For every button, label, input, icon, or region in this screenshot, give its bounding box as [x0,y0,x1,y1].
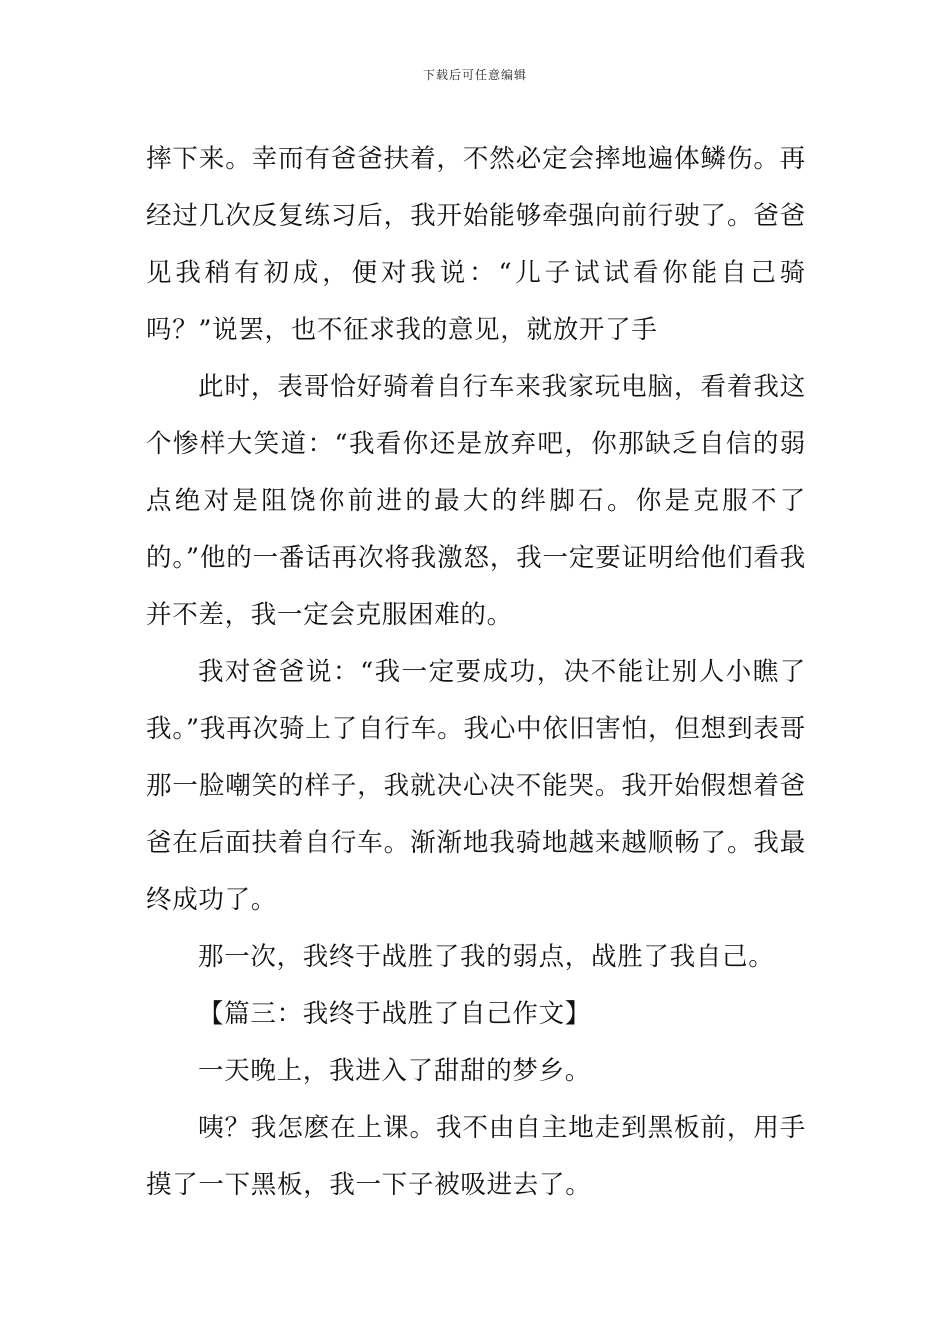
page-header-note: 下载后可任意编辑 [422,68,527,82]
paragraph-classroom: 咦？我怎麽在上课。我不由自主地走到黑板前，用手摸了一下黑板，我一下子被吸进去了。 [146,1113,806,1200]
paragraph-dream: 一天晚上，我进入了甜甜的梦乡。 [198,1056,592,1086]
paragraph-cousin: 此时，表哥恰好骑着自行车来我家玩电脑，看着我这个惨样大笑道：“我看你还是放弃吧，你那缺乏自信的弱点绝对是阻饶你前进的最大的绊脚石。你是克服不了的。”他的一番话再次将我激怒，我一定要证明给他们看我并不差，我一定会克服困难的。 [146,372,806,630]
paragraph-conclusion: 那一次，我终于战胜了我的弱点，战胜了我自己。 [198,942,775,972]
paragraph-success: 我对爸爸说：“我一定要成功，决不能让别人小瞧了我。”我再次骑上了自行车。我心中依旧害怕，但想到表哥那一脸嘲笑的样子，我就决心决不能哭。我开始假想着爸爸在后面扶着自行车。渐渐地我骑地越来越顺畅了。我最终成功了。 [146,657,806,915]
section-heading: 【篇三：我终于战胜了自己作文】 [198,999,592,1029]
paragraph-continuation: 摔下来。幸而有爸爸扶着，不然必定会摔地遍体鳞伤。再经过几次反复练习后，我开始能够牵强向前行驶了。爸爸见我稍有初成，便对我说：“儿子试试看你能自己骑吗？”说罢，也不征求我的意见，就放开了手 [146,144,806,345]
document-body [146,131,806,1214]
